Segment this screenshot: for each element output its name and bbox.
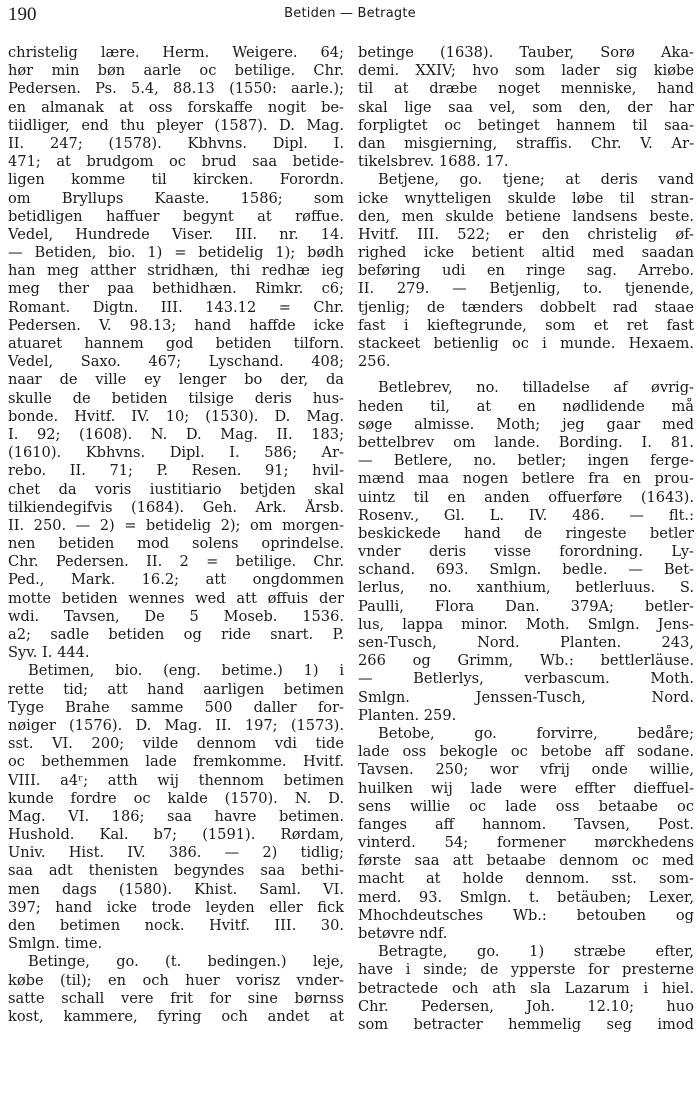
text-line: en almanak at oss forskaffe nogit be- xyxy=(8,98,344,116)
text-line: den, men skulde betiene landsens beste. xyxy=(358,207,694,225)
text-line: kunde fordre oc kalde (1570). N. D. xyxy=(8,789,344,807)
text-line: søge almisse. Moth; jeg gaar med xyxy=(358,415,694,433)
text-line: rebo. II. 71; P. Resen. 91; hvil- xyxy=(8,462,344,480)
headword-range: Betiden — Betragte xyxy=(284,6,416,21)
text-line: fast i kieftegrunde, som et ret fast xyxy=(358,316,694,334)
text-line: men dags (1580). Khist. Saml. VI. xyxy=(8,880,344,898)
page-number: 190 xyxy=(8,4,37,25)
text-line: 471; at brudgom oc brud saa betide- xyxy=(8,153,344,171)
text-line: — Betlerlys, verbascum. Moth. xyxy=(358,670,694,688)
text-line: tjenlig; de tænders dobbelt rad staae xyxy=(358,298,694,316)
text-line: dan misgierning, straffis. Chr. V. Ar- xyxy=(358,134,694,152)
text-line: icke wnytteligen skulde løbe til stran- xyxy=(358,189,694,207)
text-line: han meg atther stridhæn, thi redhæ ieg xyxy=(8,262,344,280)
text-line: som betracter hemmelig seg imod xyxy=(358,1015,694,1033)
text-line: betidligen haffuer begynt at røffue. xyxy=(8,207,344,225)
text-line: lade oss bekogle oc betobe aff sodane. xyxy=(358,743,694,761)
text-line: betøvre ndf. xyxy=(358,925,448,942)
text-line: chet da voris iustitiario betjden skal xyxy=(8,480,344,498)
text-line: købe (til); en och huer vorisz vnder- xyxy=(8,971,344,989)
text-line: Chr. Pedersen, Joh. 12.10; huo xyxy=(358,997,694,1015)
text-line: atuaret hannem god betiden tilforn. xyxy=(8,335,344,352)
text-line: 397; hand icke trode leyden eller fick xyxy=(8,898,344,916)
text-line: II. 250. — 2) = betidelig 2); om morgen- xyxy=(8,516,344,534)
text-line: Paulli, Flora Dan. 379A; betler- xyxy=(358,597,694,615)
text-line: Ped., Mark. 16.2; att ongdommen xyxy=(8,571,344,589)
text-line: — Betiden, bio. 1) = betidelig 1); bødh xyxy=(8,244,344,262)
text-line: demi. XXIV; hvo som lader sig kiøbe xyxy=(358,62,694,80)
text-line: sst. VI. 200; vilde dennom vdi tide xyxy=(8,735,344,753)
text-line: uintz til en anden offuerføre (1643). xyxy=(358,488,694,506)
text-line: Betinge, go. (t. bedingen.) leje, xyxy=(28,953,344,971)
text-line: Pedersen. Ps. 5.4, 88.13 (1550: aarle.); xyxy=(8,80,344,98)
text-line: Rosenv., Gl. L. IV. 486. — flt.: xyxy=(358,506,694,524)
text-line: Smlgn. Jenssen-Tusch, Nord. xyxy=(358,688,694,706)
text-line: rette tid; att hand aarligen betimen xyxy=(8,680,344,698)
text-line: nøiger (1576). D. Mag. II. 197; (1573). xyxy=(8,716,344,734)
text-line: heden til, at en nødlidende må xyxy=(358,397,694,415)
text-line: skulle de betiden tilsige deris hus- xyxy=(8,389,344,407)
text-line: Vedel, Saxo. 467; Lyschand. 408; xyxy=(8,353,344,371)
text-line: VIII. a4ʳ; atth wij thennom betimen xyxy=(8,771,344,789)
text-line: (1610). Kbhvns. Dipl. I. 586; Ar- xyxy=(8,444,344,462)
text-line: Hushold. Kal. b7; (1591). Rørdam, xyxy=(8,826,344,844)
text-line: 266 og Grimm, Wb.: bettlerläuse. xyxy=(358,652,694,670)
text-line: Mhochdeutsches Wb.: betouben og xyxy=(358,906,694,924)
text-line: Syv. I. 444. xyxy=(8,644,90,662)
text-line: saa adt thenisten begyndes saa bethi- xyxy=(8,862,344,880)
text-line: sen-Tusch, Nord. Planten. 243, xyxy=(358,634,694,651)
text-line: satte schall vere frit for sine børnss xyxy=(8,989,344,1007)
text-line: Romant. Digtn. III. 143.12 = Chr. xyxy=(8,298,344,316)
text-line: tilkiendegifvis (1684). Geh. Ark. Årsb. xyxy=(8,498,344,516)
text-line: naar de ville ey lenger bo der, da xyxy=(8,371,344,389)
right-column xyxy=(358,44,694,1110)
text-line: lerlus, no. xanthium, betlerluus. S. xyxy=(358,579,694,597)
text-line: schand. 693. Smlgn. bedle. — Bet- xyxy=(358,561,694,579)
text-line: Univ. Hist. IV. 386. — 2) tidlig; xyxy=(8,844,344,862)
text-line: vinterd. 54; formener mørckhedens xyxy=(358,834,694,852)
text-line: Betobe, go. forvirre, bedåre; xyxy=(378,724,694,742)
text-line: Betjene, go. tjene; at deris vand xyxy=(378,171,694,189)
text-line: Mag. VI. 186; saa havre betimen. xyxy=(8,807,344,825)
text-line: have i sinde; de ypperste for presterne xyxy=(358,961,694,979)
text-line: oc bethemmen lade fremkomme. Hvitf. xyxy=(8,753,344,771)
text-line: II. 279. — Betjenlig, to. tjenende, xyxy=(358,280,694,298)
text-line: a2; sadle betiden og ride snart. P. xyxy=(8,626,344,643)
text-line: beskickede hand de ringeste betler xyxy=(358,524,694,542)
text-line: Smlgn. time. xyxy=(8,935,103,953)
text-line: Pedersen. V. 98.13; hand haffde icke xyxy=(8,316,344,334)
text-line: skal lige saa vel, som den, der har xyxy=(358,98,694,116)
text-line: stackeet betienlig oc i munde. Hexaem. xyxy=(358,335,694,352)
text-line: ligen komme til kircken. Forordn. xyxy=(8,171,344,189)
text-line: Betragte, go. 1) stræbe efter, xyxy=(378,943,694,961)
text-line: betinge (1638). Tauber, Sorø Aka- xyxy=(358,44,694,61)
text-line: Betlebrev, no. tilladelse af øvrig- xyxy=(378,379,694,397)
text-line: første saa att betaabe dennom oc med xyxy=(358,852,694,870)
text-line: merd. 93. Smlgn. t. betäuben; Lexer, xyxy=(358,888,694,906)
text-line: beføring udi en ringe sag. Arrebo. xyxy=(358,262,694,280)
text-line: meg ther paa bethidhæn. Rimkr. c6; xyxy=(8,280,344,298)
text-line: til at dræbe noget menniske, hand xyxy=(358,80,694,98)
text-line: nen betiden mod solens oprindelse. xyxy=(8,535,344,553)
text-line: mænd maa nogen betlere fra en prou- xyxy=(358,470,694,488)
text-line: Hvitf. III. 522; er den christelig øf- xyxy=(358,225,694,243)
text-line: — Betlere, no. betler; ingen ferge- xyxy=(358,452,694,470)
text-line: macht at holde dennom. sst. som- xyxy=(358,870,694,888)
text-line: Chr. Pedersen. II. 2 = betilige. Chr. xyxy=(8,553,344,571)
text-line: Tavsen. 250; wor vfrij onde willie, xyxy=(358,761,694,779)
text-line: forpligtet oc betinget hannem til saa- xyxy=(358,116,694,134)
text-line: Planten. 259. xyxy=(358,706,457,724)
text-columns xyxy=(8,44,696,1110)
text-line: bettelbrev om lande. Bording. I. 81. xyxy=(358,433,694,451)
text-line: betractede och ath sla Lazarum i hiel. xyxy=(358,979,694,997)
text-line: fanges aff hannom. Tavsen, Post. xyxy=(358,815,694,833)
left-column xyxy=(8,44,344,1110)
running-head xyxy=(8,4,692,30)
text-line: righed icke betient altid med saadan xyxy=(358,244,694,262)
text-line: I. 92; (1608). N. D. Mag. II. 183; xyxy=(8,425,344,443)
text-line: christelig lære. Herm. Weigere. 64; xyxy=(8,44,344,61)
text-line: tikelsbrev. 1688. 17. xyxy=(358,153,509,171)
text-line: tiidliger, end thu pleyer (1587). D. Mag. xyxy=(8,116,344,134)
text-line: huilken wij lade were effter dieffuel- xyxy=(358,779,694,797)
text-line: motte betiden wennes wed att øffuis der xyxy=(8,589,344,607)
text-line: kost, kammere, fyring och andet at xyxy=(8,1007,344,1025)
text-line: den betimen nock. Hvitf. III. 30. xyxy=(8,917,344,934)
text-line: vnder deris visse forordning. Ly- xyxy=(358,543,694,561)
text-line: Vedel, Hundrede Viser. III. nr. 14. xyxy=(8,225,344,243)
text-line: Tyge Brahe samme 500 daller for- xyxy=(8,698,344,716)
text-line: wdi. Tavsen, De 5 Moseb. 1536. xyxy=(8,607,344,625)
text-line: lus, lappa minor. Moth. Smlgn. Jens- xyxy=(358,615,694,633)
text-line: bonde. Hvitf. IV. 10; (1530). D. Mag. xyxy=(8,407,344,425)
text-line: sens willie oc lade oss betaabe oc xyxy=(358,797,694,815)
text-line: hør min bøn aarle oc betilige. Chr. xyxy=(8,62,344,80)
text-line: Betimen, bio. (eng. betime.) 1) i xyxy=(28,662,344,680)
text-line: 256. xyxy=(358,353,391,371)
text-line: II. 247; (1578). Kbhvns. Dipl. I. xyxy=(8,134,344,152)
text-line: om Bryllups Kaaste. 1586; som xyxy=(8,189,344,207)
